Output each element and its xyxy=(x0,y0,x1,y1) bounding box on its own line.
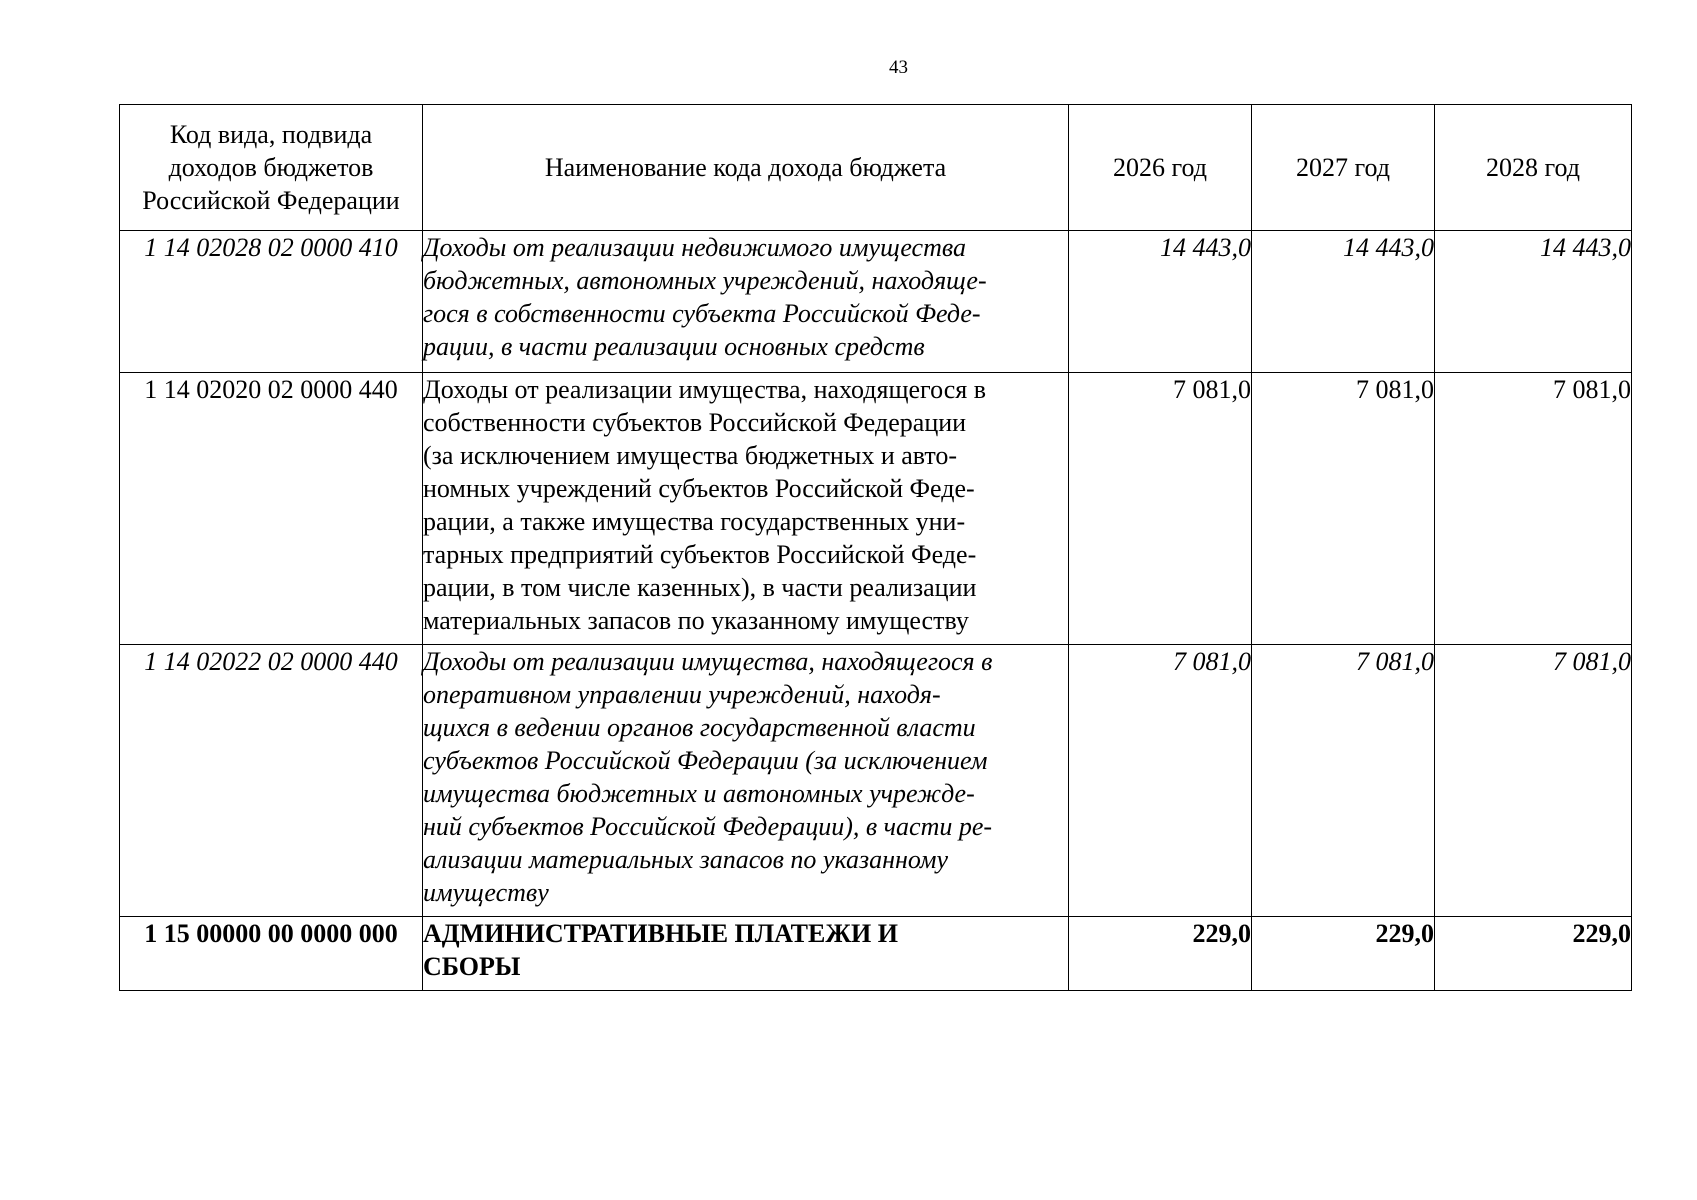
row-name-line: ний субъектов Российской Федерации), в части ре- xyxy=(423,812,993,841)
row-value-2028: 7 081,0 xyxy=(1435,373,1632,645)
row-name-line: Доходы от реализации недвижимого имущества xyxy=(423,233,966,262)
row-value-2028: 229,0 xyxy=(1435,917,1632,991)
row-name-line: рации, в части реализации основных средств xyxy=(423,332,925,361)
header-code-line: Российской Федерации xyxy=(142,186,400,215)
table-header-row xyxy=(120,105,1632,231)
row-name xyxy=(423,917,1069,991)
table-row xyxy=(120,645,1632,917)
row-name-line: рации, а также имущества государственных уни- xyxy=(423,507,966,536)
row-name-line: щихся в ведении органов государственной власти xyxy=(423,713,976,742)
page-number: 43 xyxy=(889,57,908,78)
row-name-line: материальных запасов по указанному имуществу xyxy=(423,606,969,635)
row-name-line: оперативном управлении учреждений, находя- xyxy=(423,680,941,709)
table-row xyxy=(120,373,1632,645)
row-value-2028: 7 081,0 xyxy=(1435,645,1632,917)
header-name: Наименование кода дохода бюджета xyxy=(423,105,1069,231)
row-name-line: субъектов Российской Федерации (за исключением xyxy=(423,746,988,775)
header-code-line: Код вида, подвида xyxy=(169,120,373,149)
header-year-2028: 2028 год xyxy=(1435,105,1632,231)
header-year-2027: 2027 год xyxy=(1252,105,1435,231)
row-value-2026: 7 081,0 xyxy=(1069,645,1252,917)
row-value-2027: 14 443,0 xyxy=(1252,231,1435,373)
row-code: 1 14 02028 02 0000 410 xyxy=(120,231,423,373)
row-name-line: АДМИНИСТРАТИВНЫЕ ПЛАТЕЖИ И xyxy=(423,919,898,948)
row-value-2026: 229,0 xyxy=(1069,917,1252,991)
row-name-line: имущества бюджетных и автономных учрежде- xyxy=(423,779,975,808)
row-name-line: СБОРЫ xyxy=(423,952,521,981)
row-code: 1 14 02022 02 0000 440 xyxy=(120,645,423,917)
row-name xyxy=(423,373,1069,645)
row-value-2026: 14 443,0 xyxy=(1069,231,1252,373)
row-value-2028: 14 443,0 xyxy=(1435,231,1632,373)
row-name xyxy=(423,231,1069,373)
budget-revenue-table xyxy=(119,104,1632,991)
row-name-line: имуществу xyxy=(423,878,549,907)
row-value-2027: 7 081,0 xyxy=(1252,373,1435,645)
row-name-line: номных учреждений субъектов Российской Феде- xyxy=(423,474,975,503)
row-name-line: собственности субъектов Российской Федерации xyxy=(423,408,967,437)
row-name-line: тарных предприятий субъектов Российской Феде- xyxy=(423,540,977,569)
row-value-2027: 229,0 xyxy=(1252,917,1435,991)
row-name-line: бюджетных, автономных учреждений, находяще- xyxy=(423,266,987,295)
row-name-line: (за исключением имущества бюджетных и авто- xyxy=(423,441,958,470)
table-row xyxy=(120,917,1632,991)
table-row xyxy=(120,231,1632,373)
row-value-2026: 7 081,0 xyxy=(1069,373,1252,645)
row-code: 1 14 02020 02 0000 440 xyxy=(120,373,423,645)
row-name-line: Доходы от реализации имущества, находящегося в xyxy=(423,647,993,676)
row-code: 1 15 00000 00 0000 000 xyxy=(120,917,423,991)
header-code-line: доходов бюджетов xyxy=(168,153,374,182)
header-code xyxy=(120,105,423,231)
row-name-line: ализации материальных запасов по указанному xyxy=(423,845,949,874)
row-name-line: рации, в том числе казенных), в части реализации xyxy=(423,573,977,602)
header-year-2026: 2026 год xyxy=(1069,105,1252,231)
row-value-2027: 7 081,0 xyxy=(1252,645,1435,917)
row-name xyxy=(423,645,1069,917)
row-name-line: гося в собственности субъекта Российской Феде- xyxy=(423,299,981,328)
row-name-line: Доходы от реализации имущества, находящегося в xyxy=(423,375,986,404)
